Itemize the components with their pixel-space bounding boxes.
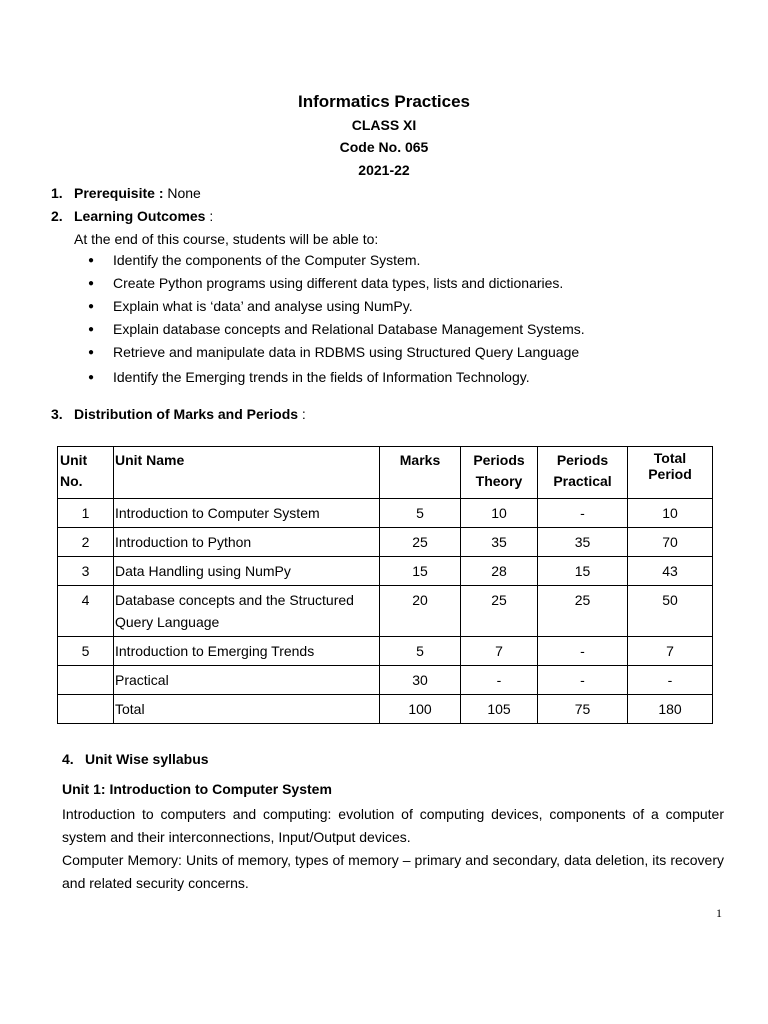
list-item	[74, 295, 585, 318]
outcome-text: Identify the Emerging trends in the fields of Information Technology.	[113, 369, 530, 385]
cell-unit-no	[58, 666, 114, 695]
cell-total: 7	[628, 637, 713, 666]
outcome-text: Retrieve and manipulate data in RDBMS using Structured Query Language	[113, 344, 580, 360]
cell-marks: 15	[380, 557, 461, 586]
cell-total: 10	[628, 499, 713, 528]
header-unit-name: Unit Name	[114, 447, 380, 499]
section-number: 4.	[62, 751, 74, 767]
cell-unit-no: 5	[58, 637, 114, 666]
header-periods-practical: Periods Practical	[538, 447, 628, 499]
cell-total: 50	[628, 586, 713, 637]
section-learning-outcomes	[51, 208, 213, 224]
cell-unit-no: 1	[58, 499, 114, 528]
cell-practical: -	[538, 637, 628, 666]
table-row	[58, 637, 713, 666]
section-value: :	[205, 208, 214, 224]
cell-unit-name: Introduction to Python	[114, 528, 380, 557]
table-row	[58, 586, 713, 637]
header-unit-no: Unit No.	[58, 447, 114, 499]
cell-marks: 20	[380, 586, 461, 637]
cell-marks: 25	[380, 528, 461, 557]
cell-marks: 5	[380, 499, 461, 528]
section-label: Unit Wise syllabus	[85, 751, 209, 767]
page-number: 1	[716, 906, 722, 920]
table-row	[58, 499, 713, 528]
cell-unit-name: Introduction to Computer System	[114, 499, 380, 528]
bullet-icon: ●	[88, 301, 95, 312]
bullet-icon: ●	[88, 372, 95, 383]
bullet-icon: ●	[88, 324, 95, 335]
outcome-text: Explain database concepts and Relational Database Management Systems.	[113, 321, 585, 337]
cell-unit-name: Total	[114, 695, 380, 724]
table-header-row	[58, 447, 713, 499]
cell-total: 43	[628, 557, 713, 586]
paragraph: Computer Memory: Units of memory, types of memory – primary and secondary, data deletion, its recovery and related security concerns.	[62, 852, 724, 891]
cell-practical: 25	[538, 586, 628, 637]
list-item	[74, 249, 585, 272]
section-label: Learning Outcomes	[74, 208, 206, 224]
outcome-text: Identify the components of the Computer System.	[113, 252, 421, 268]
section-label: Prerequisite :	[74, 185, 164, 201]
outcomes-intro: At the end of this course, students will be able to:	[74, 231, 379, 247]
year-label: 2021-22	[358, 162, 410, 178]
unit-heading: Unit 1: Introduction to Computer System	[62, 781, 332, 797]
section-value: :	[298, 406, 306, 422]
header-marks: Marks	[380, 447, 461, 499]
list-item	[74, 272, 585, 295]
section-number: 2.	[51, 208, 63, 224]
header-periods-theory: Periods Theory	[461, 447, 538, 499]
section-distribution	[51, 406, 306, 422]
cell-theory: -	[461, 666, 538, 695]
paragraph: Introduction to computers and computing: evolution of computing devices, components of a computer system and their interconnections, Input/Output devices.	[62, 806, 724, 845]
outcomes-list	[74, 249, 585, 389]
cell-unit-name: Introduction to Emerging Trends	[114, 637, 380, 666]
section-number: 1.	[51, 185, 63, 201]
cell-marks: 30	[380, 666, 461, 695]
cell-unit-no: 2	[58, 528, 114, 557]
section-prerequisite	[51, 185, 201, 201]
cell-theory: 10	[461, 499, 538, 528]
table-row	[58, 666, 713, 695]
cell-practical: 35	[538, 528, 628, 557]
section-value: None	[163, 185, 201, 201]
section-number: 3.	[51, 406, 63, 422]
cell-unit-name: Database concepts and the Structured Query Language	[114, 586, 380, 637]
cell-unit-no: 3	[58, 557, 114, 586]
header-total-period: Total Period	[628, 447, 713, 499]
document-title: Informatics Practices	[298, 92, 470, 111]
outcome-text: Explain what is ‘data’ and analyse using NumPy.	[113, 298, 413, 314]
cell-theory: 28	[461, 557, 538, 586]
cell-practical: -	[538, 666, 628, 695]
cell-practical: 15	[538, 557, 628, 586]
bullet-icon: ●	[88, 255, 95, 266]
section-label: Distribution of Marks and Periods	[74, 406, 299, 422]
section-unit-wise	[62, 751, 209, 767]
cell-unit-name: Data Handling using NumPy	[114, 557, 380, 586]
marks-table	[57, 446, 713, 724]
table-row	[58, 695, 713, 724]
cell-unit-name: Practical	[114, 666, 380, 695]
table-row	[58, 528, 713, 557]
list-item	[74, 318, 585, 341]
cell-unit-no: 4	[58, 586, 114, 637]
cell-theory: 25	[461, 586, 538, 637]
cell-theory: 105	[461, 695, 538, 724]
class-label: CLASS XI	[351, 117, 417, 133]
cell-total: 70	[628, 528, 713, 557]
code-label: Code No. 065	[339, 139, 429, 155]
cell-theory: 7	[461, 637, 538, 666]
outcome-text: Create Python programs using different data types, lists and dictionaries.	[113, 275, 564, 291]
cell-marks: 100	[380, 695, 461, 724]
cell-practical: 75	[538, 695, 628, 724]
cell-marks: 5	[380, 637, 461, 666]
list-item	[74, 366, 585, 389]
bullet-icon: ●	[88, 278, 95, 289]
cell-total: 180	[628, 695, 713, 724]
bullet-icon: ●	[88, 347, 95, 358]
cell-unit-no	[58, 695, 114, 724]
list-item	[74, 341, 585, 364]
cell-total: -	[628, 666, 713, 695]
cell-practical: -	[538, 499, 628, 528]
table-row	[58, 557, 713, 586]
cell-theory: 35	[461, 528, 538, 557]
